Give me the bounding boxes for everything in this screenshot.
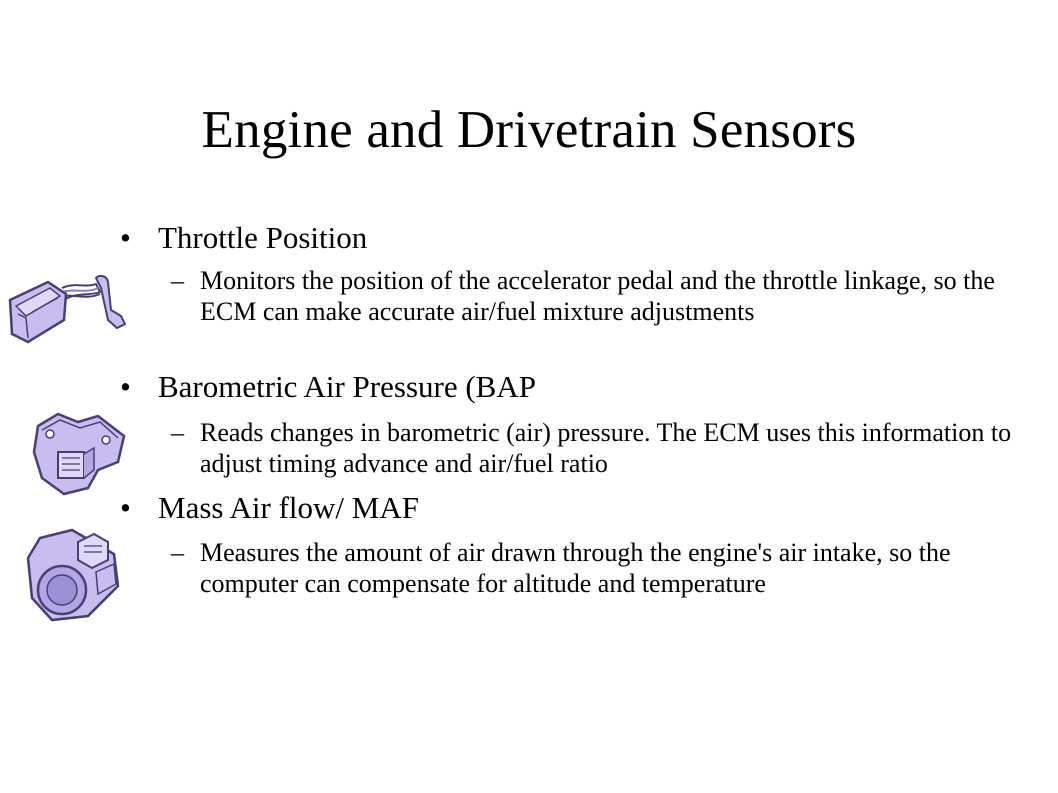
sub-bullet-text: Monitors the position of the accelerator pedal and the throttle linkage, so the ECM can make accurate air/fuel mixture adjustments: [200, 266, 995, 326]
dash-mark: –: [171, 266, 184, 295]
bap-sensor-icon: [28, 408, 132, 498]
dash-mark: –: [171, 538, 184, 567]
bullet-dot: •: [120, 220, 131, 255]
sub-bullet-text: Measures the amount of air drawn through the engine's air intake, so the computer can compensate for altitude and temperature: [200, 538, 951, 598]
sub-bullet-mass-air-flow: [160, 538, 1020, 599]
bullet-dot: •: [120, 369, 131, 404]
bullet-mass-air-flow: [120, 490, 419, 526]
bullet-heading: Barometric Air Pressure (BAP: [158, 369, 536, 404]
dash-mark: –: [171, 418, 184, 447]
bullet-dot: •: [120, 490, 131, 525]
sub-bullet-text: Reads changes in barometric (air) pressure. The ECM uses this information to adjust timing advance and air/fuel ratio: [200, 418, 1012, 478]
sub-bullet-throttle-position: [160, 266, 1020, 327]
maf-sensor-icon: [18, 524, 130, 624]
sub-bullet-barometric-air-pressure: [160, 418, 1020, 479]
bullet-heading: Mass Air flow/ MAF: [158, 490, 419, 525]
slide-title: Engine and Drivetrain Sensors: [201, 101, 857, 159]
bullet-throttle-position: [120, 220, 367, 256]
bullet-heading: Throttle Position: [158, 220, 368, 255]
throttle-position-sensor-icon: [4, 266, 130, 348]
bullet-barometric-air-pressure: [120, 369, 536, 405]
